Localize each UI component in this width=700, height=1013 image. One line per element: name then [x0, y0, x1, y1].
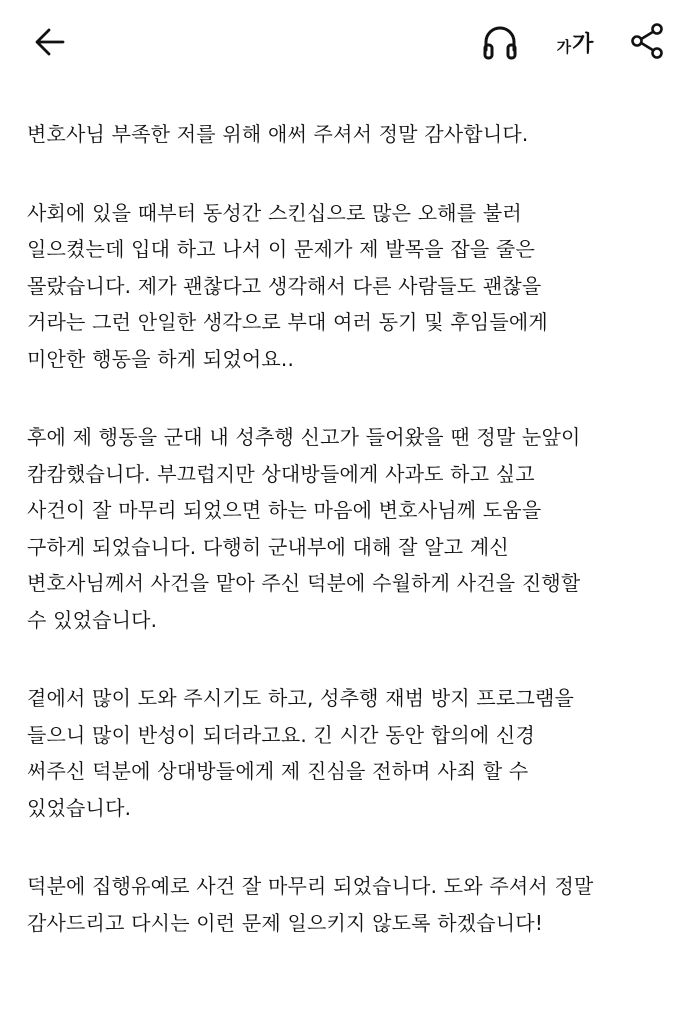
font-size-small-label: 가 [556, 37, 572, 56]
text-line: 변호사님께서 사건을 맡아 주신 덕분에 수월하게 사건을 진행할 [27, 571, 581, 595]
text-line: 일으켰는데 입대 하고 나서 이 문제가 제 발목을 잡을 줄은 [27, 237, 535, 261]
text-line: 들으니 많이 반성이 되더라고요. 긴 시간 동안 합의에 신경 [27, 722, 535, 747]
text-line: 수 있었습니다. [27, 607, 158, 632]
font-size-button[interactable] [546, 20, 604, 64]
text-line: 미안한 행동을 하게 되었어요.. [27, 346, 295, 371]
text-line: 곁에서 많이 도와 주시기도 하고, 성추행 재범 방지 프로그램을 [27, 686, 575, 710]
audio-button[interactable] [476, 20, 524, 64]
text-line: 써주신 덕분에 상대방들에게 제 진심을 전하며 사죄 할 수 [27, 759, 529, 783]
text-line: 거라는 그런 안일한 생각으로 부대 여러 동기 및 후임들에게 [27, 310, 548, 334]
share-icon [629, 22, 665, 60]
paragraph-1 [27, 116, 687, 153]
back-button[interactable] [28, 20, 72, 64]
text-line: 있었습니다. [27, 795, 132, 820]
share-button[interactable] [624, 18, 670, 64]
headphones-icon [480, 22, 520, 62]
text-line: 몰랐습니다. 제가 괜찮다고 생각해서 다른 사람들도 괜찮을 [27, 273, 542, 298]
arrow-left-icon [33, 25, 67, 59]
text-line: 캄캄했습니다. 부끄럽지만 상대방들에게 사과도 하고 싶고 [27, 461, 535, 486]
text-line: 후에 제 행동을 군대 내 성추행 신고가 들어왔을 땐 정말 눈앞이 [27, 425, 581, 449]
text-line: 덕분에 집행유예로 사건 잘 마무리 되었습니다. 도와 주셔서 정말 [27, 874, 594, 898]
text-line: 감사드리고 다시는 이런 문제 일으키지 않도록 하겠습니다! [27, 910, 544, 935]
text-line: 사건이 잘 마무리 되었으면 하는 마음에 변호사님께 도움을 [27, 498, 542, 522]
paragraph-4 [27, 680, 687, 826]
article-body [27, 116, 687, 983]
font-size-large-label: 가 [572, 31, 594, 57]
paragraph-2 [27, 195, 687, 378]
text-line: 구하게 되었습니다. 다행히 군내부에 대해 잘 알고 계신 [27, 534, 509, 559]
text-line: 변호사님 부족한 저를 위해 애써 주셔서 정말 감사합니다. [27, 122, 529, 146]
paragraph-3 [27, 419, 687, 638]
top-toolbar [0, 0, 700, 86]
paragraph-5 [27, 868, 687, 941]
text-line: 사회에 있을 때부터 동성간 스킨십으로 많은 오해를 불러 [27, 200, 522, 225]
